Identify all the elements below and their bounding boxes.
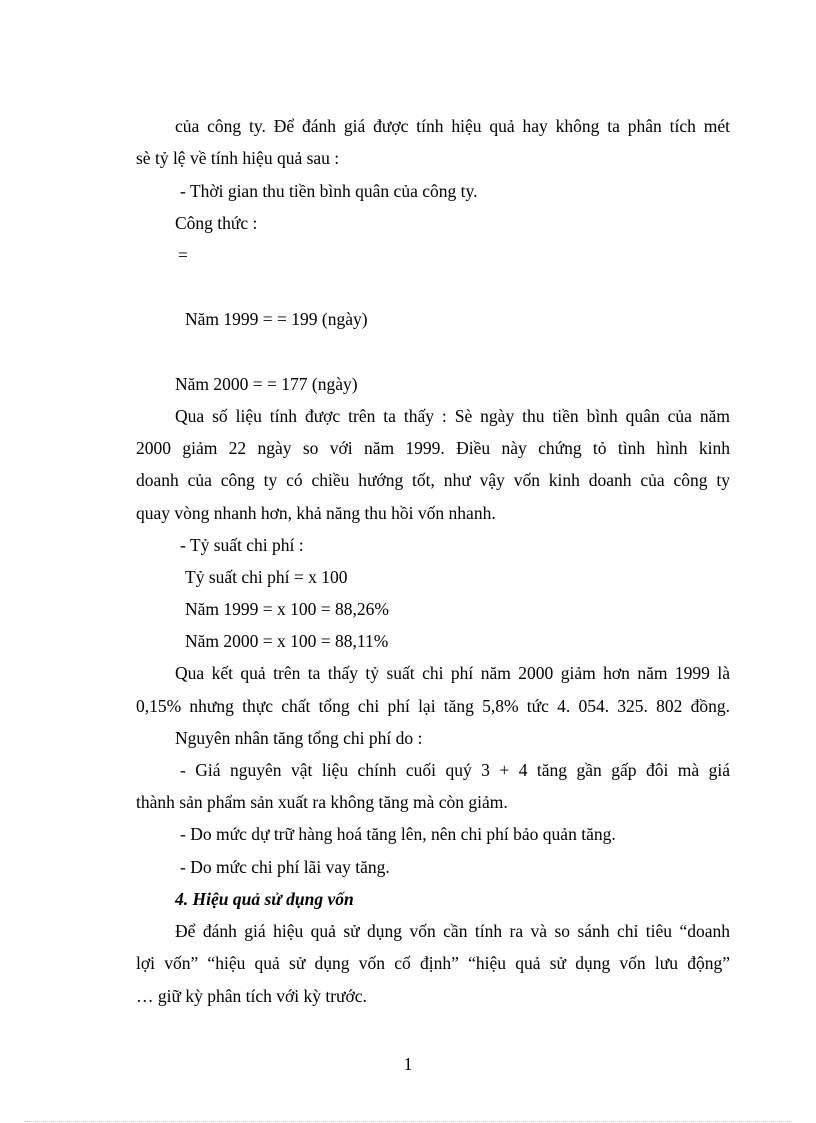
- cost-ratio-1999: Năm 1999 = x 100 = 88,26%: [185, 599, 389, 619]
- paragraph-line-26: … giữ kỳ phân tích với kỳ trước.: [136, 986, 367, 1006]
- paragraph-line-2: sè tỷ lệ về tính hiệu quả sau :: [136, 148, 340, 168]
- paragraph-line-9: 2000 giảm 22 ngày so với năm 1999. Điều này chứng tỏ tình hình kinh: [136, 438, 730, 458]
- formula-2000: Năm 2000 = = 177 (ngày): [175, 374, 358, 394]
- paragraph-line-17: 0,15% nhưng thực chất tổng chi phí lại tăng 5,8% tức 4. 054. 325. 802 đồng.: [136, 696, 730, 716]
- formula-cost-ratio: Tỷ suất chi phí = x 100: [185, 567, 348, 587]
- bullet-inventory: - Do mức dự trữ hàng hoá tăng lên, nên chi phí bảo quản tăng.: [180, 824, 616, 844]
- paragraph-line-10: doanh của công ty có chiều hướng tốt, như vậy vốn kinh doanh của công ty: [136, 470, 730, 490]
- bullet-cost-ratio: - Tỷ suất chi phí :: [180, 535, 304, 555]
- paragraph-line-20: thành sản phẩm sản xuất ra không tăng mà còn giảm.: [136, 792, 508, 812]
- paragraph-line-18: Nguyên nhân tăng tổng chi phí do :: [175, 728, 423, 748]
- paragraph-line-16: Qua kết quả trên ta thấy tỷ suất chi phí năm 2000 giảm hơn năm 1999 là: [175, 663, 730, 683]
- paragraph-line-25: lợi vốn” “hiệu quả sử dụng vốn cố định” “hiệu quả sử dụng vốn lưu động”: [136, 953, 730, 973]
- cost-ratio-2000: Năm 2000 = x 100 = 88,11%: [185, 631, 389, 651]
- paragraph-line-11: quay vòng nhanh hơn, khả năng thu hồi vốn nhanh.: [136, 503, 496, 523]
- paragraph-line-8: Qua số liệu tính được trên ta thấy : Sè ngày thu tiền bình quân của năm: [175, 406, 730, 426]
- paragraph-line-1: của công ty. Để đánh giá được tính hiệu quả hay không ta phân tích mét: [175, 116, 730, 136]
- footer-divider: [24, 1121, 792, 1122]
- bullet-material-price: - Giá nguyên vật liệu chính cuối quý 3 + 4 tăng gần gấp đôi mà giá: [180, 760, 730, 780]
- bullet-interest: - Do mức chi phí lãi vay tăng.: [180, 857, 390, 877]
- section-heading: 4. Hiệu quả sử dụng vốn: [175, 889, 354, 909]
- paragraph-line-24: Để đánh giá hiệu quả sử dụng vốn cần tính ra và so sánh chỉ tiêu “doanh: [175, 921, 730, 941]
- page-number: 1: [403, 1054, 413, 1074]
- formula-equals: =: [178, 245, 188, 265]
- formula-1999: Năm 1999 = = 199 (ngày): [185, 309, 368, 329]
- formula-label: Công thức :: [175, 213, 258, 233]
- bullet-collection-period: - Thời gian thu tiền bình quân của công ty.: [180, 181, 478, 201]
